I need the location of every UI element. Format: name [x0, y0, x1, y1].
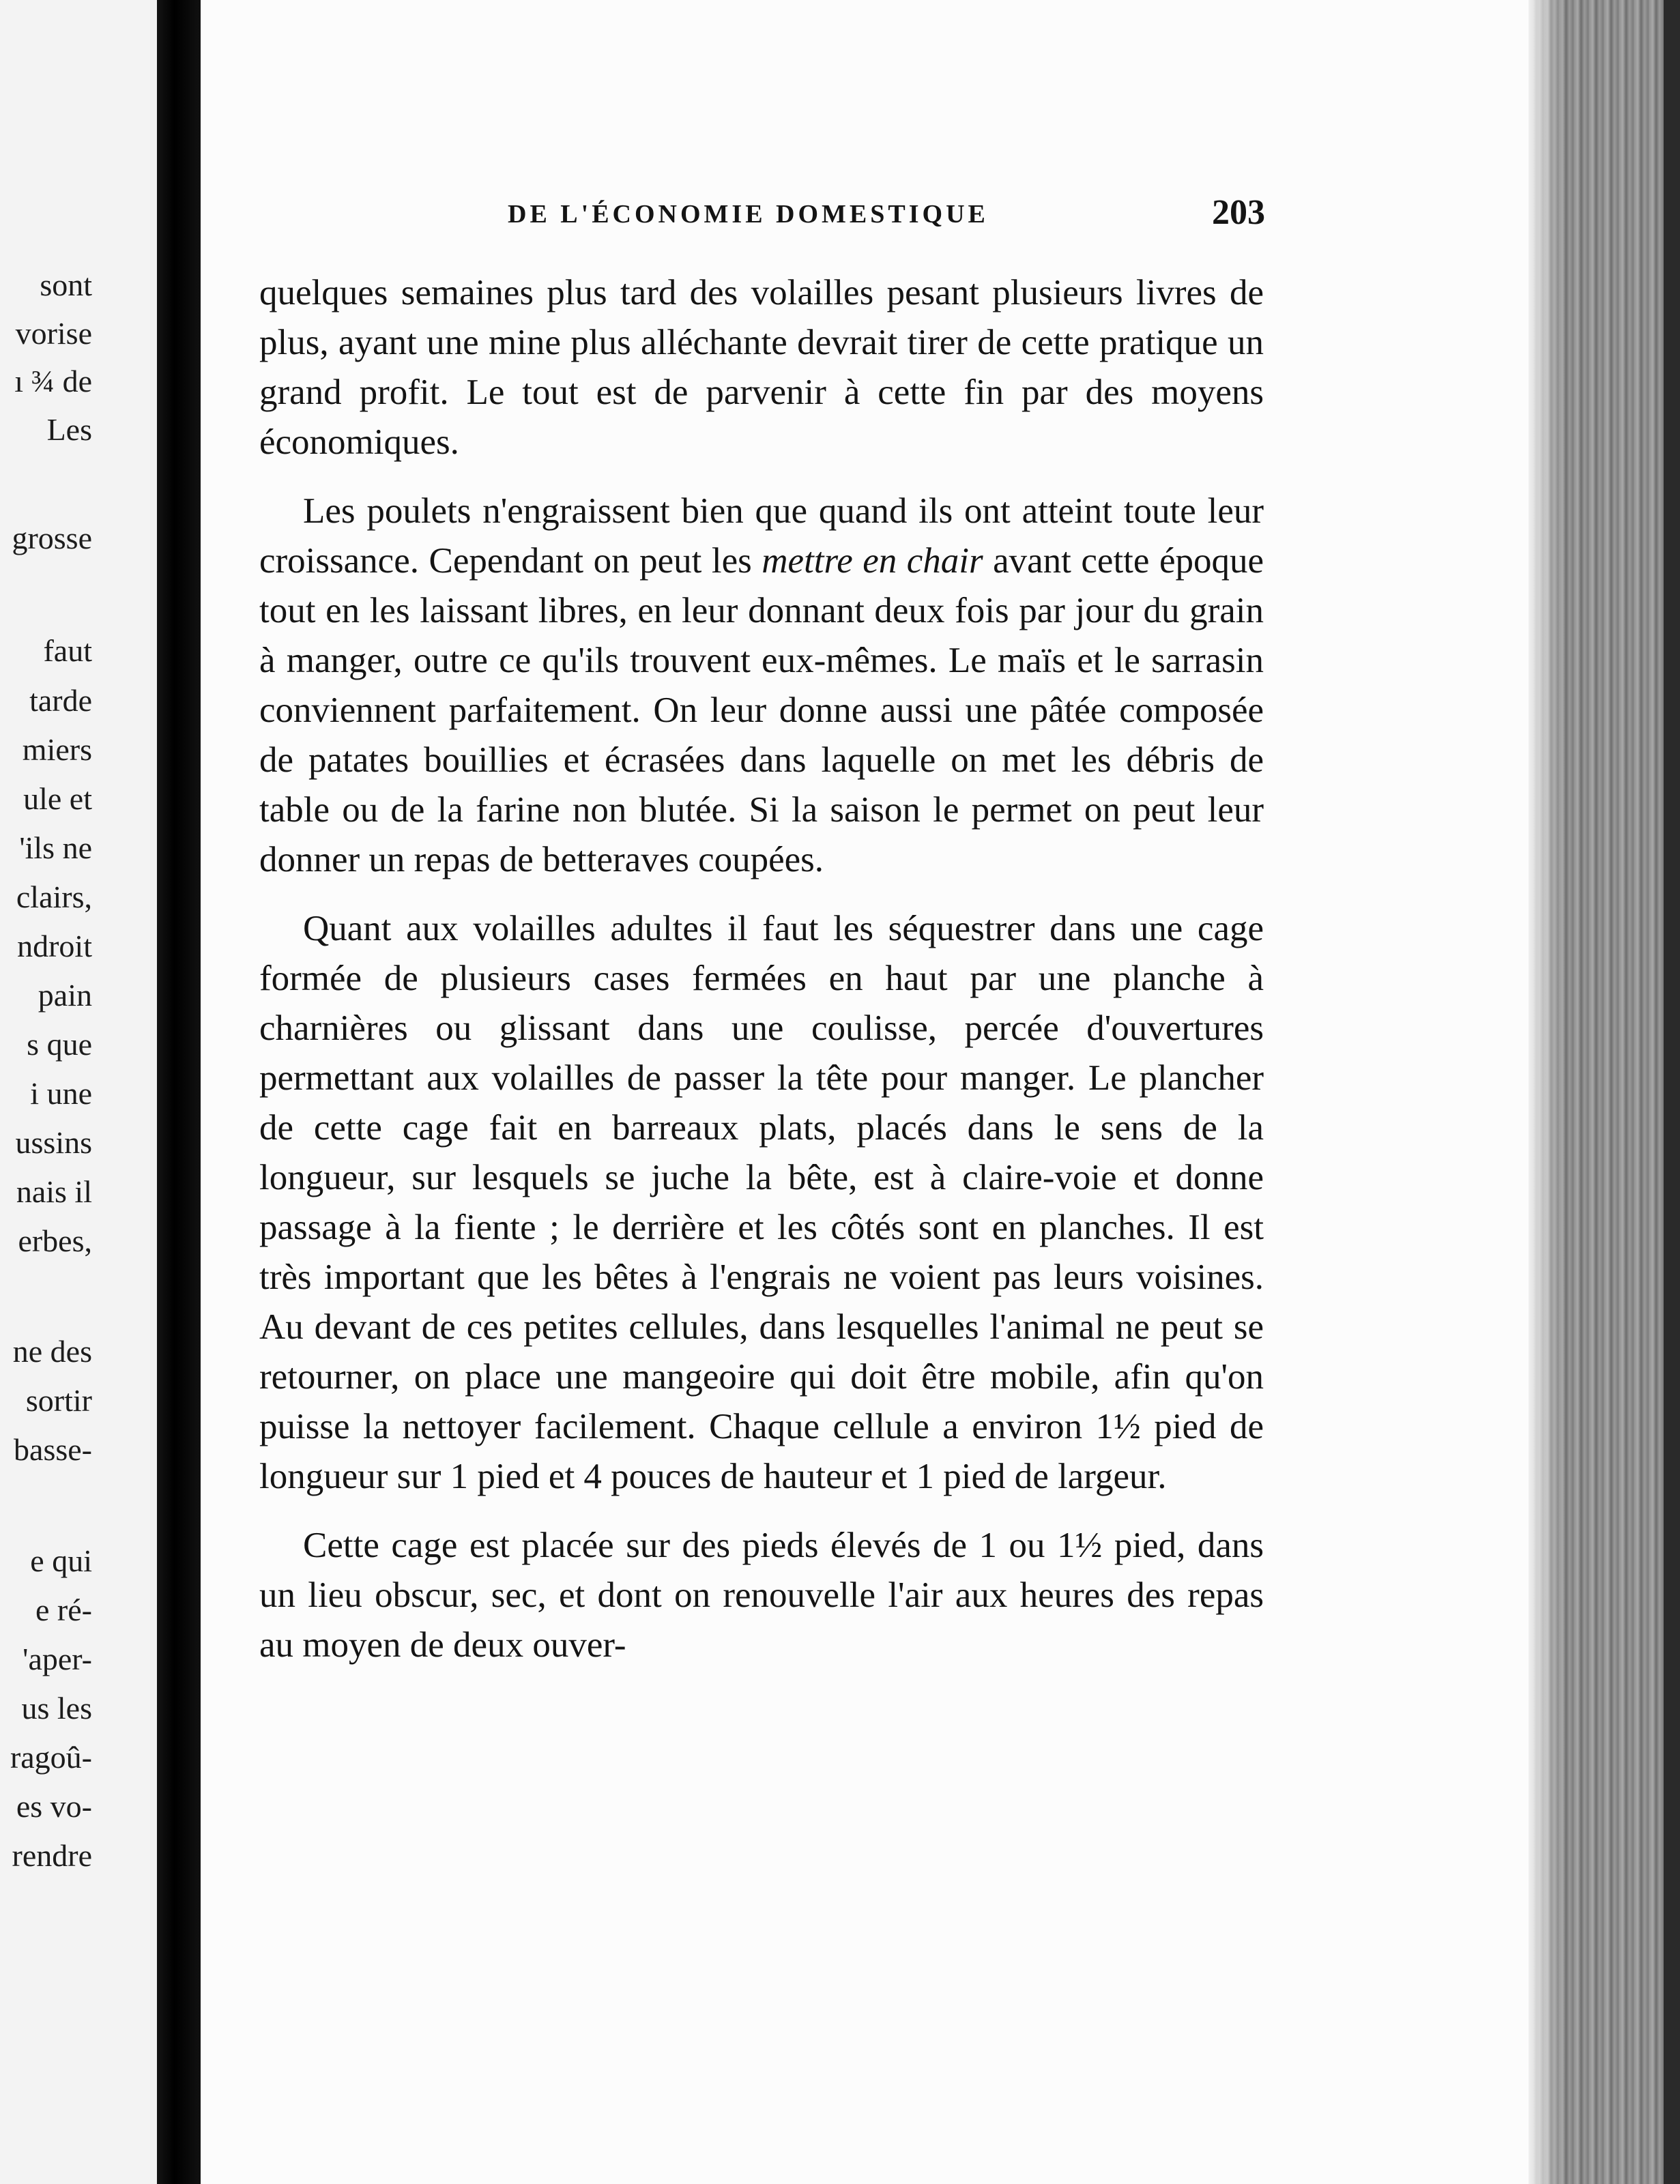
running-head: DE L'ÉCONOMIE DOMESTIQUE: [508, 200, 989, 229]
paragraph-2-text-a: Les poulets n'engraissent bien que quand ils ont atteint toute leur croissance. Cependant on peut les: [259, 491, 1264, 581]
paragraph-2: [259, 486, 1264, 885]
page-number: 203: [1212, 193, 1265, 232]
paragraph-3: Quant aux volailles adultes il faut les séquestrer dans une cage formée de plusieurs cases fermées en haut par une planche à charnières ou glissant dans une coulisse, percée d'ouvertures permettant aux volailles de passer la tête pour manger. Le plancher de cette cage fait en barreaux plats, placés dans le sens de la longueur, sur lesquels se juche la bête, est à claire-voie et donne passage à la fiente ; le derrière et les côtés sont en planches. Il est très important que les bêtes à l'engrais ne voient pas leurs voisines. Au devant de ces petites cellules, dans lesquelles l'animal ne peut se retourner, on place une mangeoire qui doit être mobile, afin qu'on puisse la nettoyer facilement. Chaque cellule a environ 1½ pied de longueur sur 1 pied et 4 pouces de hauteur et 1 pied de largeur.: [259, 909, 1264, 1496]
page-edge-stack: [1529, 0, 1680, 2184]
book-gutter: [157, 0, 201, 2184]
body-text: [259, 268, 1264, 1670]
left-page-line-fragment: tarde: [29, 683, 92, 718]
left-page-line-fragment: i une: [30, 1076, 92, 1111]
left-page-line-fragment: rendre: [12, 1838, 92, 1873]
left-page-line-fragment: grosse: [12, 521, 92, 555]
left-page-line-fragment: sont: [40, 267, 92, 302]
left-page-line-fragment: erbes,: [18, 1223, 92, 1258]
left-page-line-fragment: us les: [21, 1691, 92, 1726]
left-page-line-fragment: miers: [22, 732, 92, 767]
left-page-line-fragment: ragoû-: [10, 1740, 92, 1775]
paragraph-2-text-b: avant cette époque tout en les laissant libres, en leur donnant deux fois par jour du grain à manger, outre ce qu'ils trouvent eux-mêmes. Le maïs et le sarrasin conviennent parfaitement. On leur donne aussi une pâtée composée de patates bouillies et écrasées dans laquelle on met les débris de table ou de la farine non blutée. Si la saison le permet on peut leur donner un repas de betteraves coupées.: [259, 541, 1264, 879]
left-page-line-fragment: pain: [38, 978, 92, 1013]
left-page-line-fragment: ule et: [23, 781, 92, 816]
italic-phrase: mettre en chair: [762, 541, 983, 581]
left-page-line-fragment: s que: [27, 1027, 92, 1062]
left-page-line-fragment: ne des: [12, 1334, 92, 1369]
left-page-line-fragment: clairs,: [16, 879, 92, 914]
left-page-line-fragment: e ré-: [35, 1592, 92, 1627]
left-page-line-fragment: e qui: [30, 1543, 92, 1578]
left-page-line-fragment: nais il: [16, 1174, 92, 1209]
left-page-line-fragment: es vo-: [16, 1789, 92, 1824]
left-page-line-fragment: vorise: [15, 316, 92, 351]
left-page-line-fragment: Les: [46, 412, 92, 447]
paragraph-4: Cette cage est placée sur des pieds élevés de 1 ou 1½ pied, dans un lieu obscur, sec, et dont on renouvelle l'air aux heures des repas au moyen de deux ouver-: [259, 1526, 1264, 1665]
left-page-line-fragment: ussins: [15, 1125, 92, 1160]
left-page-line-fragment: ı ¾ de: [14, 364, 92, 398]
left-facing-page: [0, 0, 157, 2184]
left-page-line-fragment: faut: [43, 633, 92, 668]
left-page-line-fragment: sortir: [25, 1383, 92, 1418]
book-page: [201, 0, 1529, 2184]
left-page-line-fragment: 'ils ne: [19, 830, 92, 865]
left-page-line-fragment: ndroit: [17, 929, 92, 963]
paragraph-1: quelques semaines plus tard des volailles pesant plusieurs livres de plus, ayant une mine plus alléchante devrait tirer de cette pratique un grand profit. Le tout est de parvenir à cette fin par des moyens économiques.: [259, 273, 1264, 462]
left-page-line-fragment: 'aper-: [23, 1642, 92, 1676]
left-page-line-fragment: basse-: [14, 1432, 92, 1467]
